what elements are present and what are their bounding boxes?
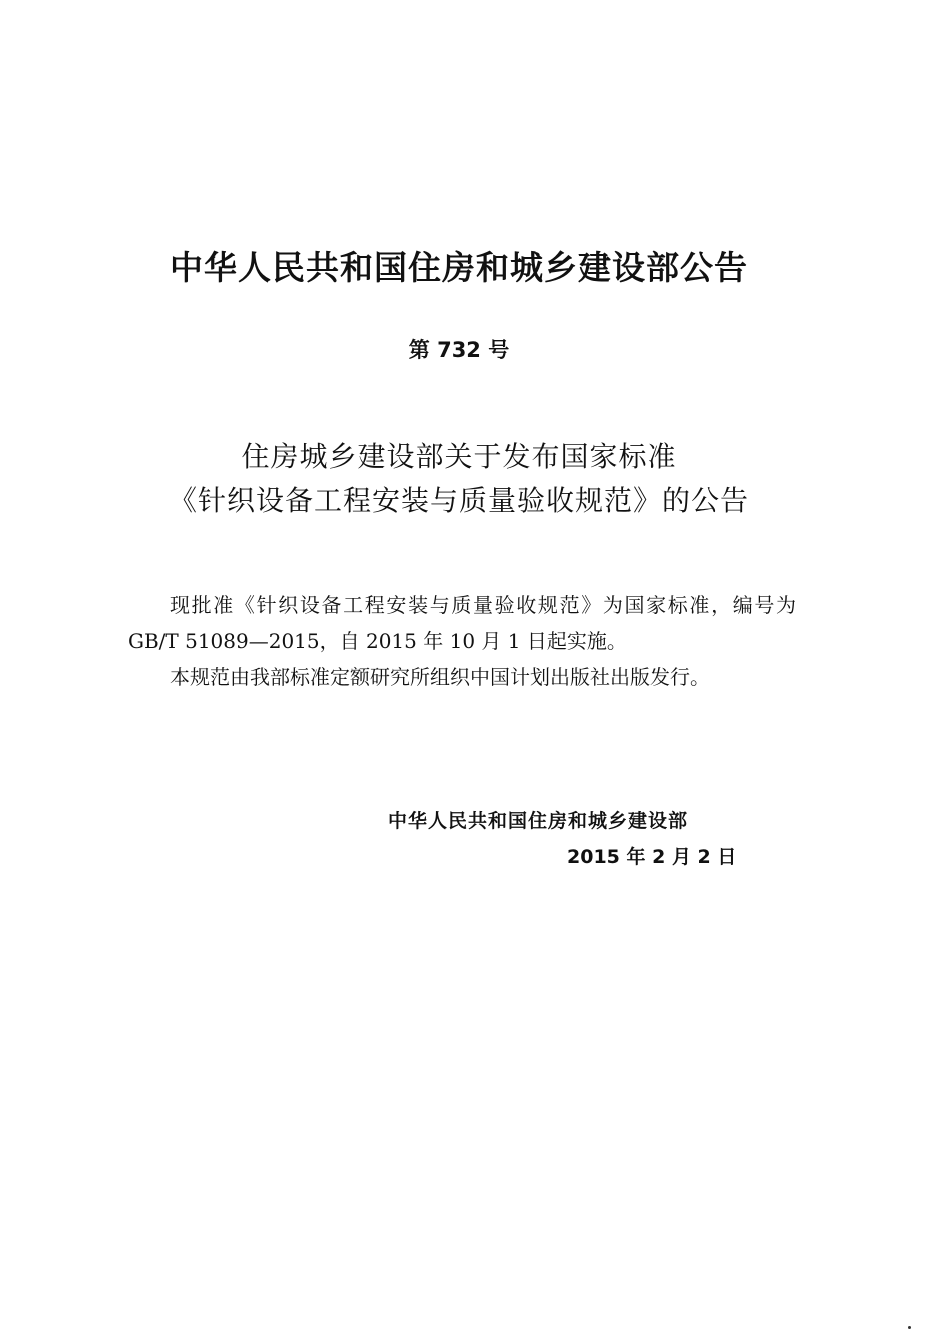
announcement-title: 中华人民共和国住房和城乡建设部公告 xyxy=(170,248,748,287)
body-paragraph-2-block xyxy=(128,659,796,695)
scan-speck xyxy=(908,1326,911,1329)
body-paragraph-2: 本规范由我部标准定额研究所组织中国计划出版社出版发行。 xyxy=(170,665,710,689)
body-paragraph-1: 现批准《针织设备工程安装与质量验收规范》为国家标准，编号为 GB/T 51089—2015，自 2015 年 10 月 1 日起实施。 xyxy=(128,593,796,653)
body-paragraph-1-block xyxy=(128,587,796,659)
signature-organization: 中华人民共和国住房和城乡建设部 xyxy=(388,810,689,832)
announcement-subtitle-line1: 住房城乡建设部关于发布国家标准 xyxy=(241,440,677,473)
announcement-number: 第 732 号 xyxy=(408,338,510,362)
signature-date: 2015 年 2 月 2 日 xyxy=(567,846,737,868)
announcement-subtitle-line2: 《针织设备工程安装与质量验收规范》的公告 xyxy=(168,484,749,517)
